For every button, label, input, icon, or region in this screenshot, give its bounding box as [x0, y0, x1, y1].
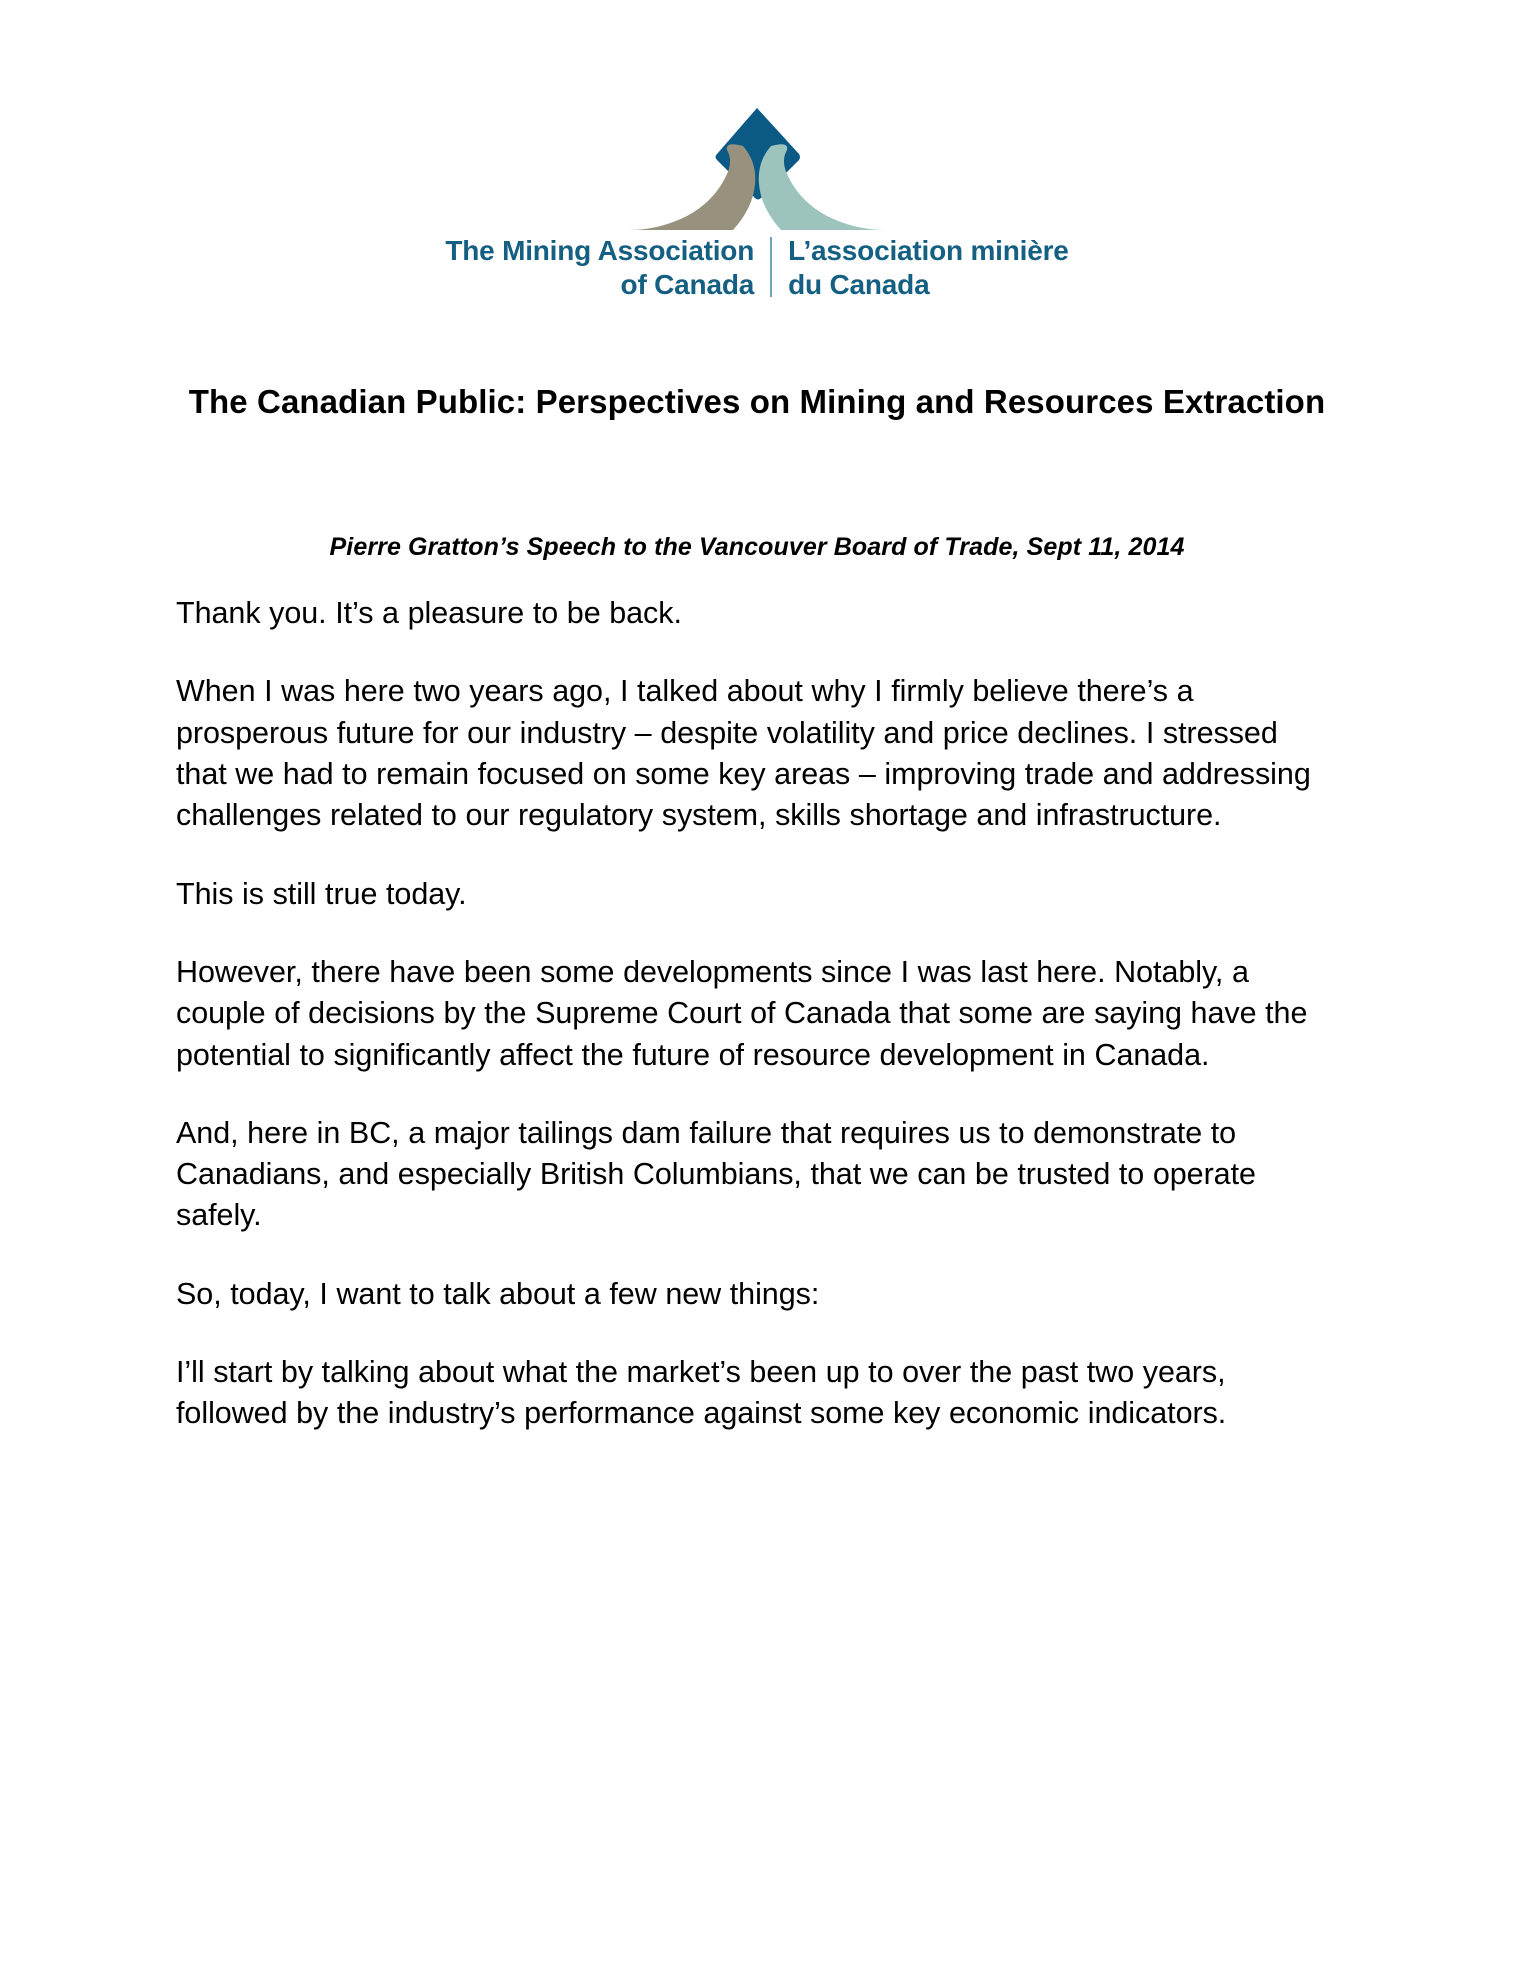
logo-wordmark-french — [772, 234, 1069, 302]
mac-mountain-logo-icon — [547, 100, 967, 230]
paragraph: However, there have been some developments since I was last here. Notably, a couple of decisions by the Supreme Court of Canada that some are saying have the potential to significantly affect the future of resource development in Canada. — [176, 954, 1308, 1072]
logo-wordmark-en-line1: The Mining Association — [445, 235, 755, 266]
paragraph: I’ll start by talking about what the market’s been up to over the past two years, followed by the industry’s performance against some key economic indicators. — [176, 1355, 1227, 1431]
paragraph: Thank you. It’s a pleasure to be back. — [176, 596, 682, 630]
logo-wordmark-english — [445, 234, 770, 302]
logo-wordmark-fr-line2: du Canada — [788, 269, 930, 301]
paragraph: This is still true today. — [176, 876, 467, 911]
organization-logo — [0, 100, 1514, 302]
page-title: The Canadian Public: Perspectives on Mining and Resources Extraction — [188, 383, 1326, 421]
paragraph: So, today, I want to talk about a few new things: — [176, 1276, 820, 1311]
paragraph: When I was here two years ago, I talked about why I firmly believe there’s a prosperous future for our industry – despite volatility and price declines. I stressed that we had to remain focused on some key areas – improving trade and addressing challenges related to our regulatory system, skills shortage and infrastructure. — [176, 674, 1311, 833]
page-subtitle: Pierre Gratton’s Speech to the Vancouver Board of Trade, Sept 11, 2014 — [329, 532, 1185, 561]
document-body — [176, 593, 1311, 1435]
logo-wordmark — [445, 234, 1068, 302]
paragraph: And, here in BC, a major tailings dam failure that requires us to demonstrate to Canadians, and especially British Columbians, that we can be trusted to operate safely. — [176, 1115, 1256, 1233]
logo-wordmark-en-line2: of Canada — [620, 269, 755, 301]
logo-wordmark-fr-line1: L’association minière — [788, 235, 1069, 266]
